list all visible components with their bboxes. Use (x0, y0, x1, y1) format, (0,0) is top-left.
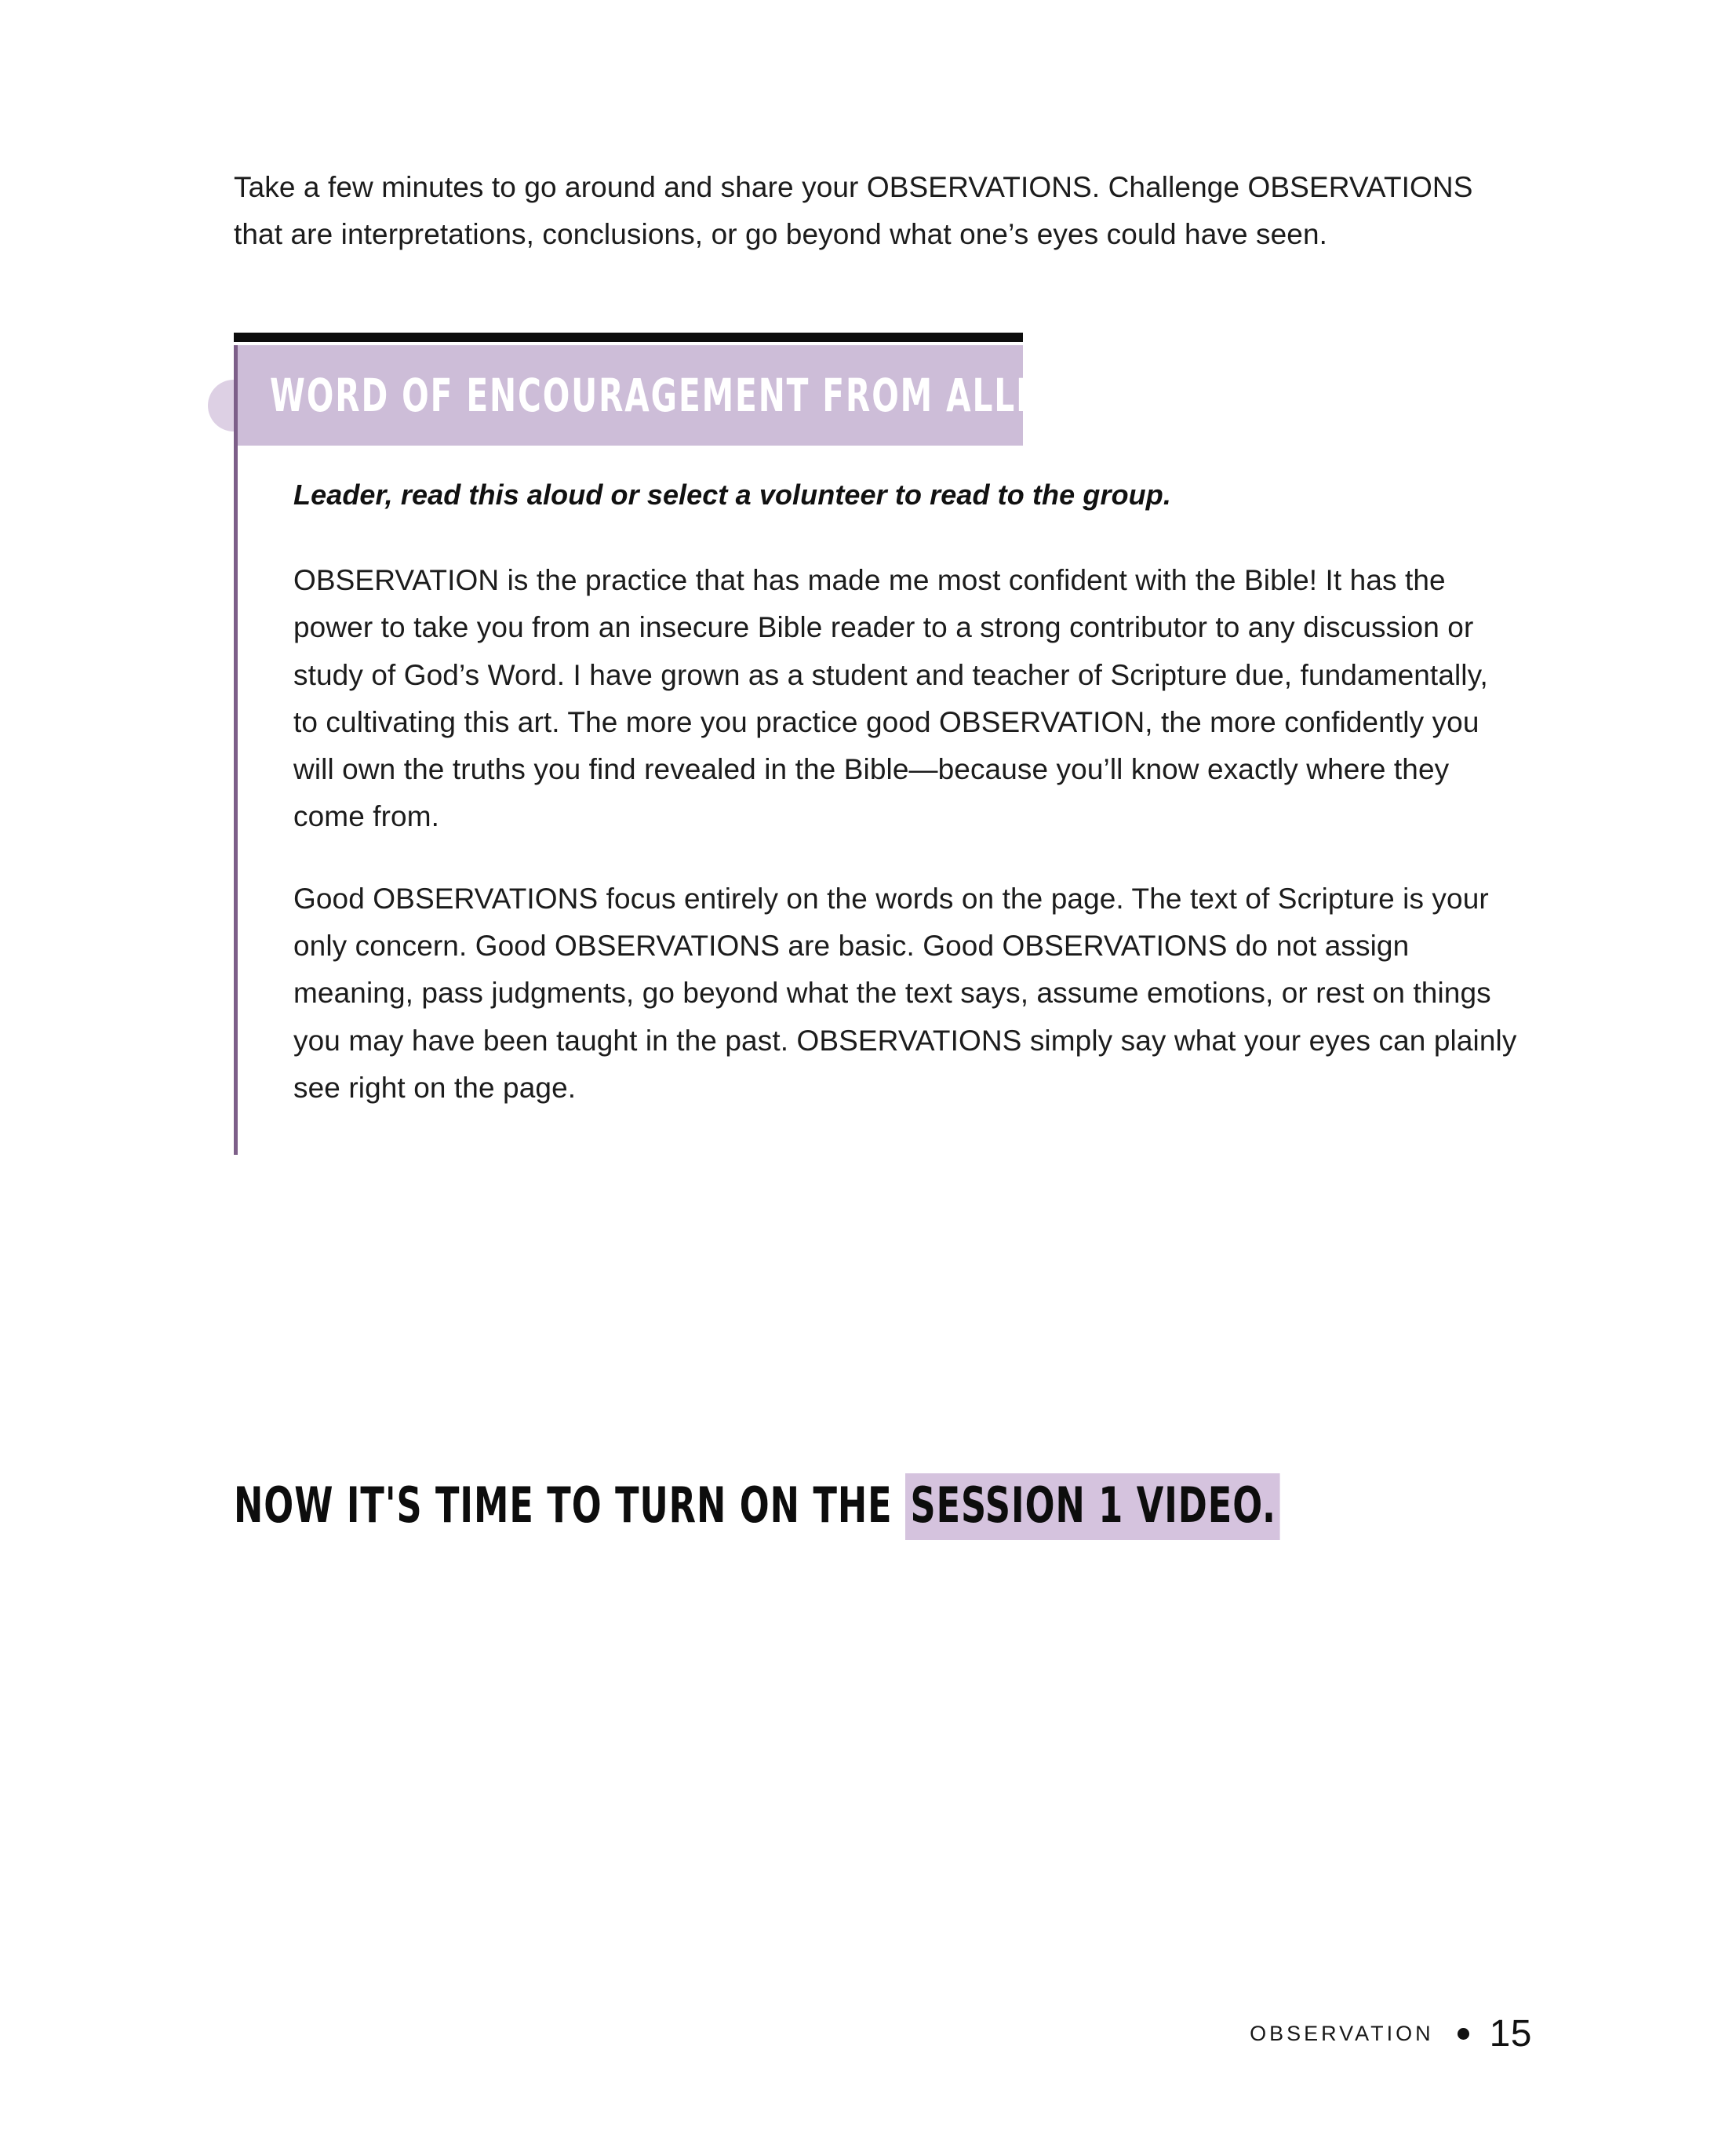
callout-paragraph-2: Good OBSERVATIONS focus entirely on the words on the page. The text of Scripture is your only concern. Good OBSERVATIONS are basic. Good OBSERVATIONS do not assign meaning, pass judgments, go beyond what the text says, assume emotions, or rest on things you may have been taught in the past. OBSERVATIONS simply say what your eyes can plainly see right on the page. (293, 882, 1517, 1104)
video-cue-heading (234, 1476, 1280, 1534)
bullet-dot-icon (1458, 2028, 1469, 2040)
callout-banner (234, 345, 1030, 446)
callout-leader-instruction: Leader, read this aloud or select a volunteer to read to the group. (293, 479, 1171, 511)
callout-paragraph-1: OBSERVATION is the practice that has made me most confident with the Bible! It has the power to take you from an insecure Bible reader to a strong contributor to any discussion or study of God’s Word. I have grown as a student and teacher of Scripture due, fundamentally, to cultivating this art. The more you practice good OBSERVATION, the more confidently you will own the truths you find revealed in the Bible—because you’ll know exactly where they come from. (293, 564, 1488, 833)
callout-body (293, 474, 1517, 1112)
callout-top-rule (234, 333, 1023, 342)
callout-banner-title: WORD OF ENCOURAGEMENT FROM ALLI (270, 369, 1030, 422)
footer-page-number: 15 (1489, 2013, 1532, 2055)
intro-paragraph: Take a few minutes to go around and share your OBSERVATIONS. Challenge OBSERVATIONS that are interpretations, conclusions, or go beyond what one’s eyes could have seen. (234, 171, 1473, 251)
video-cue-highlighted-text: SESSION 1 VIDEO. (905, 1473, 1280, 1540)
half-circle-decoration-icon (208, 380, 234, 431)
page-footer (1250, 2012, 1532, 2055)
footer-section-label: OBSERVATION (1250, 2022, 1434, 2045)
callout-left-spine (234, 345, 238, 1155)
video-cue-plain-text: NOW IT'S TIME TO TURN ON THE (234, 1476, 906, 1534)
